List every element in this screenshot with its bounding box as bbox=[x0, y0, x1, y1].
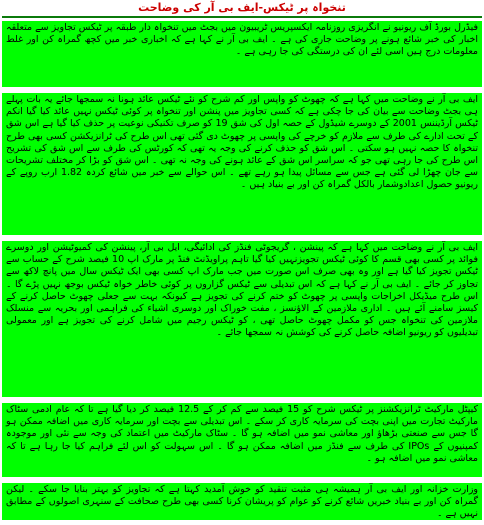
article-title: تنخواہ پر ٹیکس-ایف بی آر کی وضاحت bbox=[138, 1, 346, 14]
paragraph-1: فیڈرل بورڈ آف ریونیو نے انگریزی روزنامہ ایکسپریس ٹریبیون میں بجٹ میں تنخواہ دار طبقہ پر ٹیکس تجاویز سے متعلقہ اخبار کی خبر شائع ہونے پر وضاحت جاری کی ہے ۔ ایف بی آر نے کہا ہے کہ اخباری خبر میں کچھ گمراہ کن اور غلط معلومات درج ہیں اسی لئے ان کی درستگی کی جا رہی ہے ۔ bbox=[2, 21, 482, 87]
paragraph-3: ایف بی آر نے وضاحت میں کہا ہے کہ پینشن ، گریجوٹی فنڈز کی ادائیگی، ایل بی آر، پینشن کی کمیوٹیشن اور دوسرے فوائد پر کسی بھی قسم کا کوئی ٹیکس تجویزنہیں کیا گیا تاہم پراویڈنٹ فنڈ پر مارک اپ 10 فیصد شرح کے حساب سے ٹیکس تجویز کیا گیا ہے اور وہ بھی صرف اس صورت میں جب مارک اپ کسی بھی ایک ٹیکس سال میں پانچ لاکھ سے تجاوز کر جائے ۔ ایف بی آر نے کہا ہے کہ اس تبدیلی سے ٹیکس گزاروں پر کوئی خاطر خواہ ٹیکس بوجھ نہیں پڑے گا ۔ اس طرح میڈیکل اخراجات واپسی پر چھوٹ کو ختم کرنے کی تجویز ہے کیونکہ بہت سے جعلی چھوٹ حاصل کرنے کے کیسز سامنے آئے ہیں ۔ اداری ملازمین کے الاؤنسز ، مفت خوراک اور دوسری اشیاء کی فراہمی اور بحریہ سے منسلک ملازمین کی تنخواہ جس کو مکمل چھوٹ حاصل تھی ، کو ٹیکس رجیم میں شامل کرنے کی تجویز ہے اور معمولی تبدیلیوں کو ریونیو اضافہ حاصل کرنے کی کوشش نہ سمجھا جائے ۔ bbox=[2, 241, 482, 397]
paragraph-2: ایف بی آر نے وضاحت میں کہا ہے کہ چھوٹ کو واپس اور کم شرح کو نئے ٹیکس عائد ہونا نہ سمجھا جائے یہ بات پہلے ہی بجٹ وضاحت سے بیان کی جا چکی ہے کہ کسی تجاویز میں پنشن اور تنخواہ پر کوئی ٹیکس نہیں عائد کیا گیا انکم ٹیکس آرڈیننس 2001 کے دوسرے شیڈول کے حصہ اول کی شق 19 کو صرف تکنیکی نوعیت پر حذف کیا گیا ہے اس شق کے تحت ادارے کی طرف سے ملازم کو خرچے کی واپسی پر چھوٹ دی گئی تھی اس طرح کی ٹرانزیکشن کسی بھی طرح تنخواہ کا حصہ نہیں ہو سکتی ۔ اس شق کو حذف کرنے کی وجہ یہ تھی کہ کورٹس کی طرف سے اس شق کی تشریح اس طرح کی جا رہی تھی جو کہ سراسر اس شق کے عائد ہونے کی وجہ نہ تھی ۔ اس شق کو بڑا کر مختلف تشریحات سے جان چھڑا لی گئی ہے جس سے مسائل پیدا ہو رہے تھے ۔ اس حوالے سے خبر میں شائع کردہ 1.82 ارب روپے کے ریونیو حصول اعدادوشمار بالکل گمراہ کن اور بے بنیاد ہیں ۔ bbox=[2, 93, 482, 235]
title-divider bbox=[2, 16, 482, 18]
paragraph-4: کیپٹل مارکیٹ ٹرانزیکشنز پر ٹیکس شرح کو 15 فیصد سے کم کر کے 12.5 فیصد کر دیا گیا ہے تا کہ عام ادمی سٹاک مارکیٹ تجارت میں اپنی بچت کی سرمایہ کاری کر سکے ۔ اس تبدیلی سے بچت اور سرمایہ کاری میں اضافہ ممکن ہو گا جس سے صنعتی بڑھاؤ اور معاشی نمو میں اضافہ ہو گا ۔ سٹاک مارکیٹ میں اعتماد کی وجہ سے نئی اور موجودہ کمپنیوں کے IPOs کی طرف سے فنڈز میں اضافہ ممکن ہو گا ۔ اس سہولت کو اس لئے فراہم کیا جا رہا ہے تا کہ معاشی نمو میں اضافہ ہو ۔ bbox=[2, 403, 482, 477]
paragraph-5: وزارت خزانہ اور ایف بی آر ہمیشہ ہی مثبت تنقید کو خوش آمدید کہتا ہے کہ تجاویز کو بہتر بنایا جا سکے ۔ لیکن گمراہ کن اور بے بنیاد خبریں شائع کرنے کو عوام کو پریشان کرنا کسی بھی طرح صحافت کے سنہری اصولوں کے مطابق نہیں ہے ۔ bbox=[2, 483, 482, 520]
article bbox=[2, 0, 482, 520]
